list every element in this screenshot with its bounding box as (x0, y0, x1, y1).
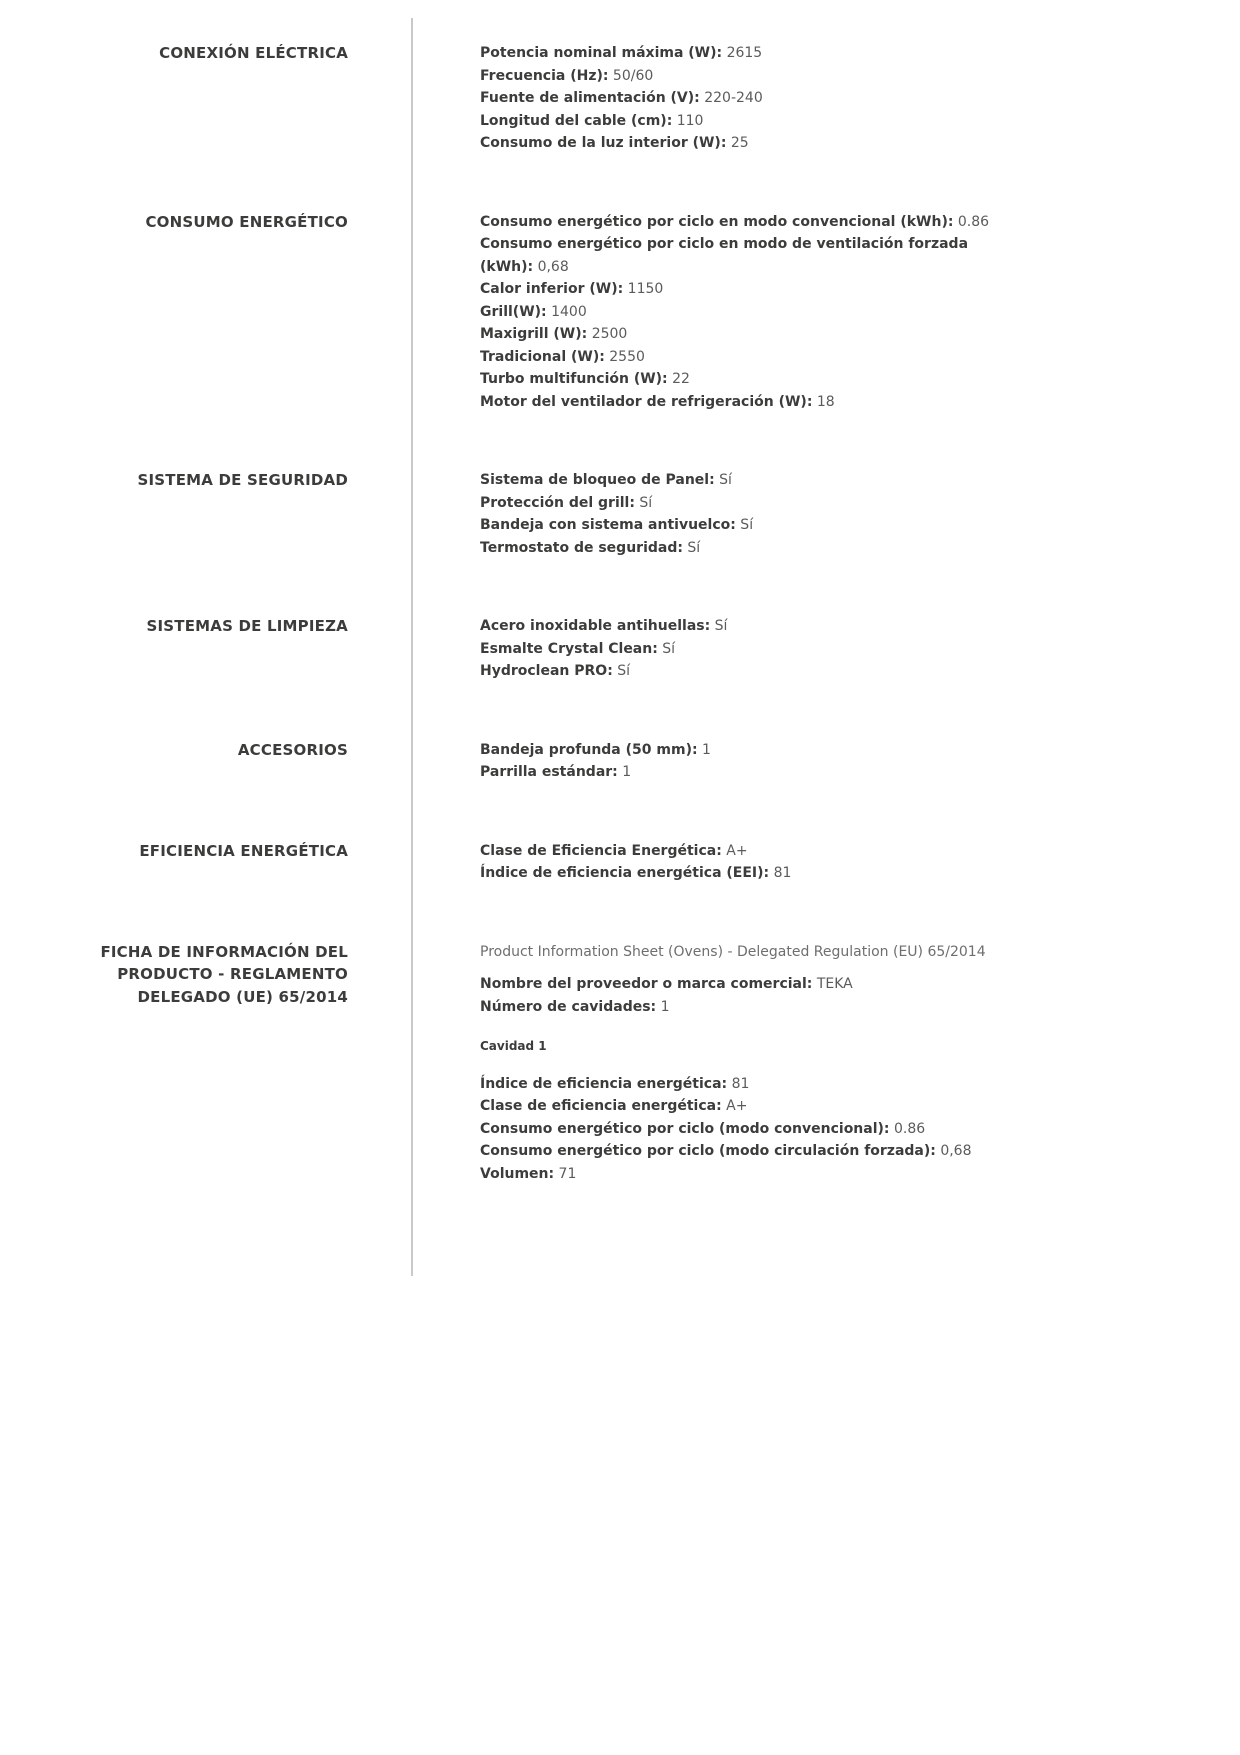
spec-row (480, 660, 1020, 683)
spec-value: 81 (769, 865, 792, 881)
spec-value: 1 (697, 741, 711, 758)
column-divider (411, 18, 413, 1276)
spec-label: Sistema de bloqueo de Panel: (480, 472, 715, 488)
cavity-subheading: Cavidad 1 (480, 1039, 547, 1053)
spec-label: Tradicional (W): (480, 348, 605, 365)
spec-value: A+ (721, 842, 748, 859)
spec-label: Clase de Eficiencia Energética: (480, 842, 722, 859)
spec-label: Hydroclean PRO: (480, 663, 613, 679)
spec-row (480, 761, 1020, 784)
spec-value: 50/60 (608, 67, 654, 84)
spec-row (480, 973, 1020, 996)
spec-label: Índice de eficiencia energética (EEI): (480, 865, 770, 881)
spec-row (480, 1095, 1020, 1118)
section-heading: SISTEMA DE SEGURIDAD (137, 471, 348, 489)
spec-value: 0.86 (953, 213, 990, 230)
spec-label: Consumo energético por ciclo (modo convencional): (480, 1120, 890, 1137)
spec-row (480, 323, 1020, 346)
spec-row (480, 233, 1020, 278)
spec-row (480, 368, 1020, 391)
spec-row (480, 1118, 1020, 1141)
spec-section (90, 42, 1240, 155)
spec-row (480, 862, 1020, 885)
spec-value: TEKA (812, 976, 853, 992)
spec-value: Sí (634, 494, 653, 511)
spec-label: Frecuencia (Hz): (480, 67, 609, 84)
spec-value: Sí (735, 517, 754, 533)
spec-value: 110 (672, 112, 704, 129)
section-heading: SISTEMAS DE LIMPIEZA (146, 617, 348, 635)
section-body (480, 739, 1020, 784)
spec-label: Protección del grill: (480, 494, 635, 511)
spec-label: Motor del ventilador de refrigeración (W): (480, 393, 813, 410)
section-body (480, 469, 1020, 559)
spec-value: 81 (727, 1075, 750, 1092)
spec-row (480, 301, 1020, 324)
spec-value: 22 (667, 371, 690, 387)
spec-row (480, 391, 1020, 414)
section-body (480, 840, 1020, 885)
spec-value: 25 (726, 135, 749, 151)
spec-label: Turbo multifunción (W): (480, 371, 668, 387)
spec-value: 2615 (722, 45, 763, 61)
spec-label: Esmalte Crystal Clean: (480, 640, 658, 657)
spec-value: 1 (656, 998, 670, 1015)
section-heading: EFICIENCIA ENERGÉTICA (139, 841, 348, 860)
spec-row (480, 278, 1020, 301)
section-heading: FICHA DE INFORMACIÓN DEL PRODUCTO - REGLAMENTO DELEGADO (UE) 65/2014 (100, 942, 348, 1006)
spec-section (90, 469, 1240, 559)
spec-row (480, 110, 1020, 133)
spec-row (480, 346, 1020, 369)
spec-value: A+ (721, 1098, 748, 1114)
section-heading: CONSUMO ENERGÉTICO (145, 212, 348, 231)
spec-value: Sí (714, 472, 732, 488)
spec-value: 1 (617, 764, 632, 780)
spec-label: Longitud del cable (cm): (480, 112, 673, 129)
section-body (480, 941, 1020, 1186)
spec-label: Consumo energético por ciclo (modo circulación forzada): (480, 1143, 936, 1159)
spec-label: Fuente de alimentación (V): (480, 90, 700, 106)
spec-row (480, 537, 1020, 560)
spec-row (480, 1073, 1020, 1096)
spec-row (480, 42, 1020, 65)
spec-section (90, 739, 1240, 784)
spec-row (480, 840, 1020, 863)
spec-row (480, 739, 1020, 762)
spec-value: 1400 (546, 303, 587, 320)
spec-label: Grill(W): (480, 303, 547, 320)
spec-label: Bandeja con sistema antivuelco: (480, 517, 736, 533)
spec-label: Número de cavidades: (480, 998, 657, 1015)
section-heading: CONEXIÓN ELÉCTRICA (159, 44, 348, 62)
spec-row (480, 65, 1020, 88)
spec-value: 1150 (623, 281, 664, 297)
regulation-intro-text: Product Information Sheet (Ovens) - Delegated Regulation (EU) 65/2014 (480, 943, 986, 960)
spec-section (90, 840, 1240, 885)
spec-label: Potencia nominal máxima (W): (480, 45, 723, 61)
spec-label: Termostato de seguridad: (480, 539, 683, 556)
spec-value: Sí (710, 618, 728, 634)
spec-label: Bandeja profunda (50 mm): (480, 741, 698, 758)
spec-section (90, 941, 1240, 1186)
spec-value: Sí (682, 539, 701, 556)
spec-value: 220-240 (699, 90, 763, 106)
spec-label: Nombre del proveedor o marca comercial: (480, 976, 813, 992)
spec-label: Volumen: (480, 1165, 555, 1182)
spec-row (480, 615, 1020, 638)
spec-label: Consumo de la luz interior (W): (480, 135, 727, 151)
spec-row (480, 211, 1020, 234)
spec-value: Sí (612, 663, 631, 679)
spec-row (480, 638, 1020, 661)
spec-row (480, 469, 1020, 492)
spec-label: Consumo energético por ciclo en modo convencional (kWh): (480, 213, 954, 230)
sections-container (90, 42, 1240, 1185)
spec-section (90, 615, 1240, 683)
section-heading: ACCESORIOS (237, 740, 348, 759)
spec-row (480, 514, 1020, 537)
spec-value: 0,68 (533, 258, 569, 275)
spec-value: 0,68 (935, 1143, 972, 1159)
spec-label: Maxigrill (W): (480, 326, 588, 342)
spec-row (480, 996, 1020, 1019)
spec-value: Sí (657, 640, 676, 657)
spec-label: Consumo energético por ciclo en modo de ventilación forzada (kWh): (480, 236, 969, 275)
spec-label: Parrilla estándar: (480, 764, 618, 780)
spec-value: 2550 (604, 348, 645, 365)
spec-value: 71 (554, 1165, 577, 1182)
section-body (480, 42, 1020, 155)
spec-label: Clase de eficiencia energética: (480, 1098, 722, 1114)
spec-section (90, 211, 1240, 414)
spec-row (480, 1140, 1020, 1163)
spec-label: Calor inferior (W): (480, 281, 624, 297)
spec-row (480, 492, 1020, 515)
section-body (480, 211, 1020, 414)
spec-row (480, 132, 1020, 155)
section-body (480, 615, 1020, 683)
spec-value: 2500 (587, 326, 628, 342)
spec-label: Índice de eficiencia energética: (480, 1075, 728, 1092)
spec-label: Acero inoxidable antihuellas: (480, 618, 711, 634)
spec-value: 18 (812, 393, 835, 410)
spec-value: 0.86 (889, 1120, 926, 1137)
spec-row (480, 87, 1020, 110)
spec-row (480, 1163, 1020, 1186)
